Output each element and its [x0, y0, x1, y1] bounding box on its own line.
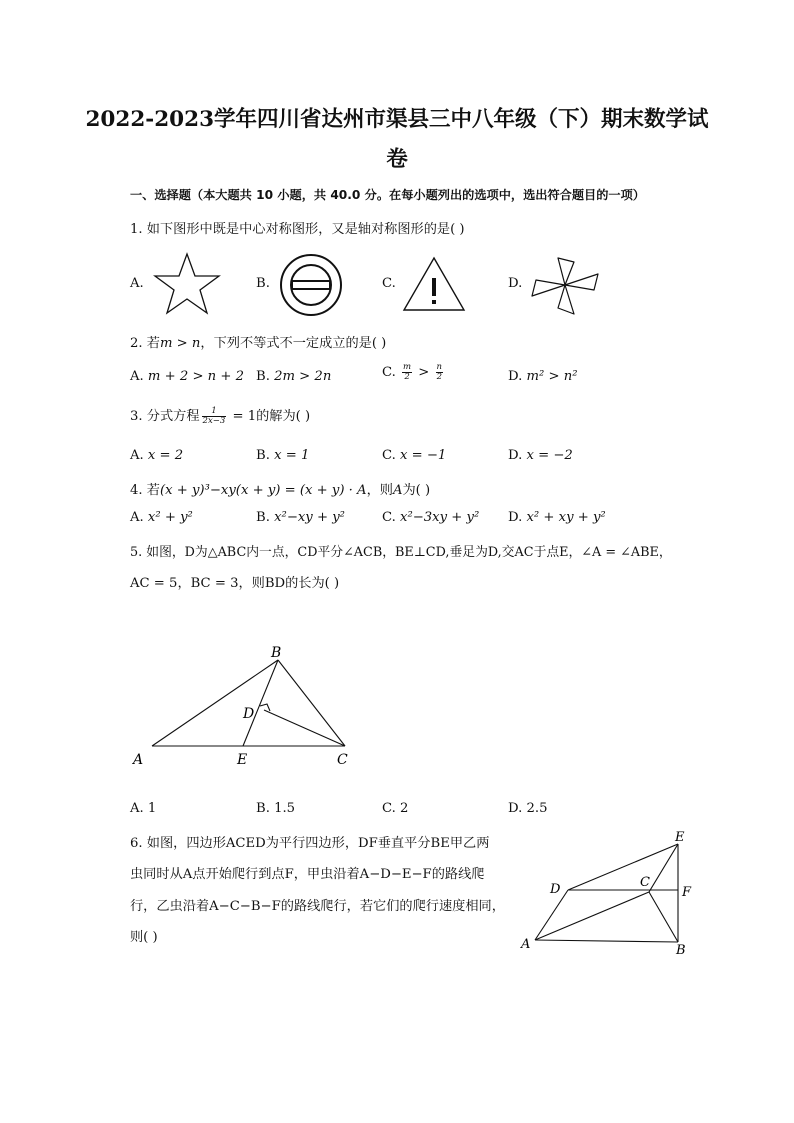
question-5-line1: 5. 如图，D为△ABC内一点，CD平分∠ACB，BE⊥CD,垂足为D,交AC于点E，∠A = ∠ABE， — [130, 545, 672, 560]
section-header: 一、选择题（本大题共 10 小题，共 40.0 分。在每小题列出的选项中，选出符合题目的一项） — [130, 188, 645, 202]
question-3-stem: 3. 分式方程 $\frac{1}{2x-3}$ = 1的解为( ) — [130, 406, 311, 426]
question-6-line1: 6. 如图，四边形ACED为平行四边形，DF垂直平分BE甲乙两 — [130, 836, 490, 851]
q6-label-a: A — [521, 937, 531, 952]
q5-option-c: C. 2 — [382, 801, 409, 816]
pinwheel-figure — [528, 252, 602, 318]
q3-option-b: B. x = 1 — [256, 448, 310, 463]
question-6-line2: 虫同时从A点开始爬行到点F，甲虫沿着A−D−E−F的路线爬 — [130, 867, 485, 882]
q6-label-c: C — [640, 875, 650, 890]
q1-option-c-label: C. — [382, 276, 396, 291]
q6-label-e: E — [675, 830, 685, 845]
q2-option-c: C. $\frac{m}{2}$ > $\frac{n}{2}$ — [382, 362, 443, 382]
q3-option-c: C. x = −1 — [382, 448, 447, 463]
q5-label-d: D — [243, 706, 255, 722]
q5-option-b: B. 1.5 — [256, 801, 296, 816]
q2-option-a: A. m + 2 > n + 2 — [130, 369, 245, 384]
star-figure — [152, 252, 222, 316]
q2-option-d: D. m² > n² — [508, 369, 578, 384]
q6-label-f: F — [682, 885, 692, 900]
question-5-line2: AC = 5，BC = 3，则BD的长为( ) — [130, 576, 340, 591]
q1-option-b-label: B. — [256, 276, 270, 291]
q4-option-b: B. x²−xy + y² — [256, 510, 345, 525]
q5-triangle-figure — [125, 640, 365, 770]
page-title-line1: 2022-2023学年四川省达州市渠县三中八年级（下）期末数学试 — [85, 107, 709, 132]
question-6-line3: 行，乙虫沿着A−C−B−F的路线爬行，若它们的爬行速度相同， — [130, 899, 505, 914]
circle-sign-figure — [278, 252, 344, 318]
q5-label-b: B — [271, 645, 282, 661]
question-2-stem: 2. 若m > n，下列不等式不一定成立的是( ) — [130, 336, 387, 351]
q5-option-d: D. 2.5 — [508, 801, 548, 816]
q1-option-d-label: D. — [508, 276, 523, 291]
q3-option-d: D. x = −2 — [508, 448, 573, 463]
question-6-line4: 则( ) — [130, 930, 158, 945]
q3-option-a: A. x = 2 — [130, 448, 184, 463]
q6-label-d: D — [550, 882, 561, 897]
q4-option-a: A. x² + y² — [130, 510, 193, 525]
page-title-line2: 卷 — [386, 147, 408, 172]
q5-label-a: A — [133, 752, 144, 768]
q6-parallelogram-figure — [515, 826, 700, 958]
q5-label-c: C — [337, 752, 348, 768]
q2-option-b: B. 2m > 2n — [256, 369, 332, 384]
q4-option-c: C. x²−3xy + y² — [382, 510, 480, 525]
q5-label-e: E — [237, 752, 248, 768]
q6-label-b: B — [676, 943, 686, 958]
question-1-stem: 1. 如下图形中既是中心对称图形，又是轴对称图形的是( ) — [130, 222, 465, 237]
question-4-stem: 4. 若(x + y)³−xy(x + y) = (x + y) · A，则A为( ) — [130, 483, 431, 498]
q1-option-a-label: A. — [130, 276, 144, 291]
q5-option-a: A. 1 — [130, 801, 157, 816]
warning-triangle-figure — [402, 256, 466, 312]
q4-option-d: D. x² + xy + y² — [508, 510, 606, 525]
